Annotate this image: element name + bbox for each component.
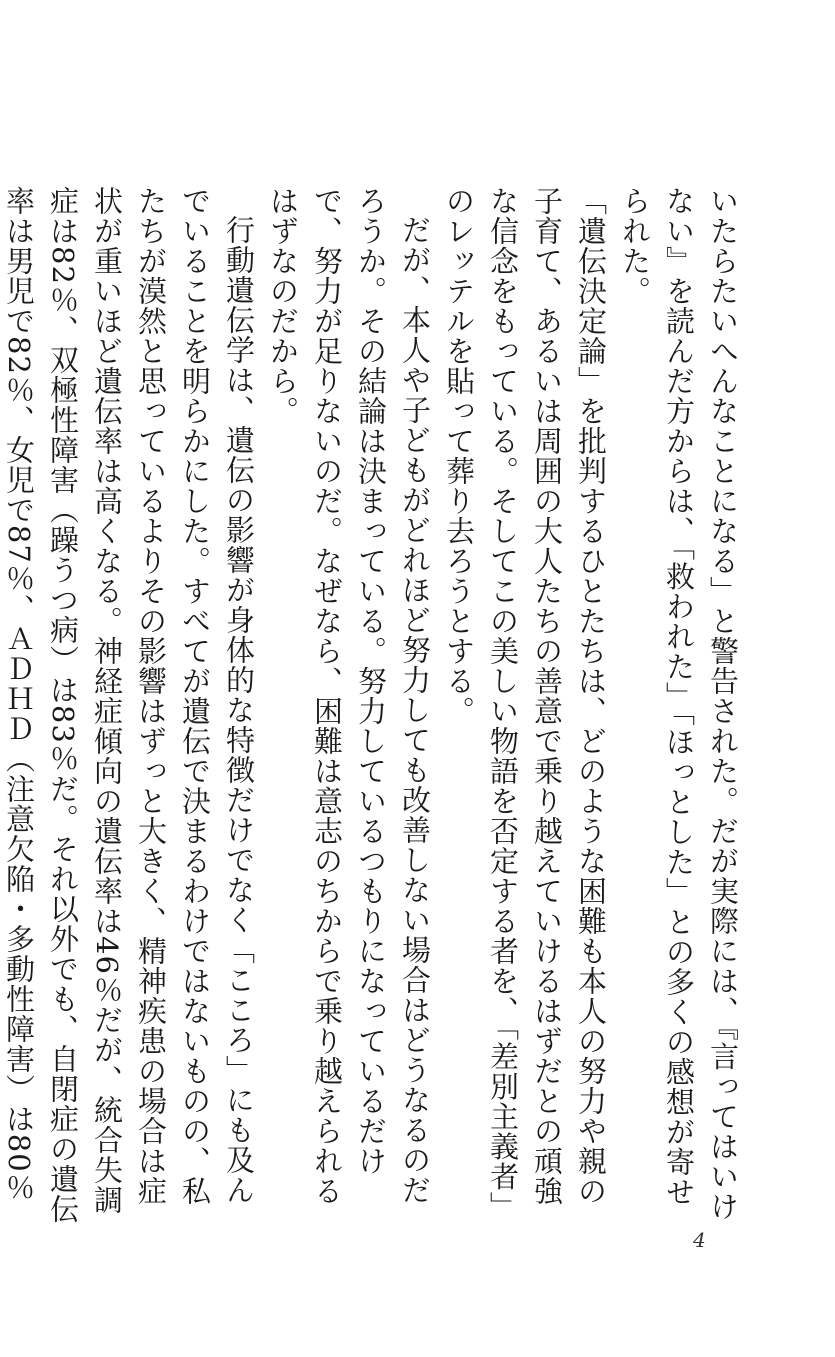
paragraph-3 xyxy=(261,186,437,1226)
vertical-text-body xyxy=(2,186,745,1226)
paragraph-3-text: だが、本人や子どもがどれほど努力しても改善しない場合はどうなるのだろうか。その結論は決まっている。努力しているつもりになっているだけで、努力が足りないのだ。なぜなら、困難は意志のちからで乗り越えられるはずなのだから。 xyxy=(266,186,432,1206)
paragraph-1 xyxy=(613,186,745,1226)
paragraph-2 xyxy=(437,186,613,1226)
paragraph-4 xyxy=(0,186,261,1226)
paragraph-1-text: いたらたいへんなことになる」と警告された。だが実際には、『言ってはいけない』を読んだ方からは、「救われた」「ほっとした」との多くの感想が寄せられた。 xyxy=(618,186,740,1222)
page-number: 4 xyxy=(693,1228,706,1252)
paragraph-2-text: 「遺伝決定論」を批判するひとたちは、どのような困難も本人の努力や親の子育て、あるいは周囲の大人たちの善意で乗り越えていけるはずだとの頑強な信念をもっている。そしてこの美しい物語を否定する者を、「差別主義者」のレッテルを貼って葬り去ろうとする。 xyxy=(442,186,608,1222)
paragraph-4-text: 行動遺伝学は、遺伝の影響が身体的な特徴だけでなく「こころ」にも及んでいることを明らかにした。すべてが遺伝で決まるわけではないものの、私たちが漠然と思っているよりその影響はずっと大きく、精神疾患の場合は症状が重いほど遺伝率は高くなる。神経症傾向の遺伝率は46％だが、統合失調症は82％、双極性障害（躁うつ病）は83％だ。それ以外でも、自閉症の遺伝率は男児で82％、女児で87％、ＡＤＨＤ（注意欠陥・多動性障害）は80％ xyxy=(2,186,256,1224)
